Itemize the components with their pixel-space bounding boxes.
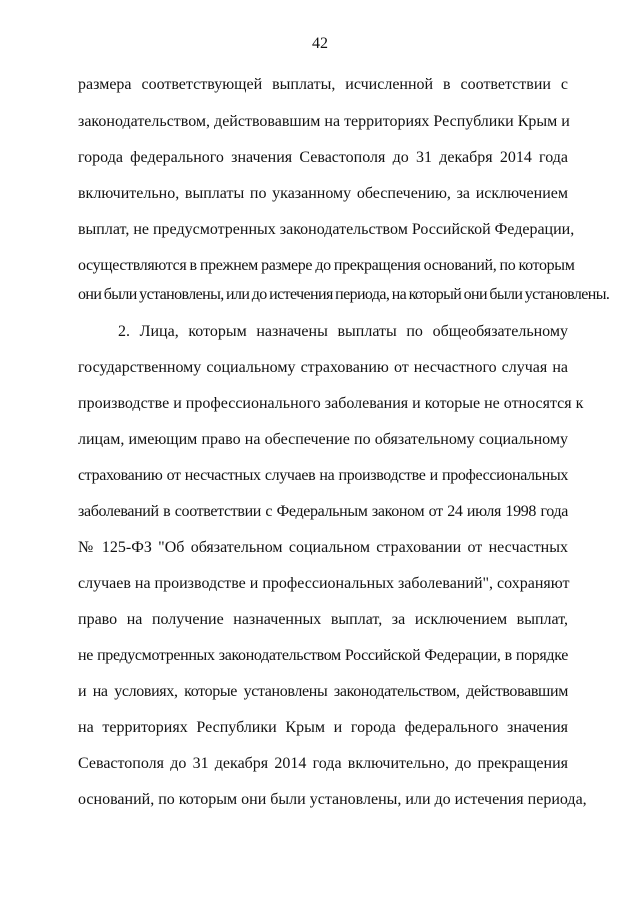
page-number: 42: [312, 35, 328, 52]
text-line: и на условиях, которые установлены законодательством, действовавшим: [78, 683, 568, 700]
text-line: производстве и профессионального заболевания и которые не относятся к: [78, 395, 584, 412]
text-line: Севастополя до 31 декабря 2014 года включительно, до прекращения: [78, 755, 568, 772]
text-line: не предусмотренных законодательством Российской Федерации, в порядке: [78, 647, 568, 664]
text-line: они были установлены, или до истечения периода, на который они были установлены.: [78, 286, 610, 303]
text-line: 2. Лица, которым назначены выплаты по общеобязательному: [118, 323, 568, 340]
text-line: случаев на производстве и профессиональных заболеваний", сохраняют: [78, 575, 570, 592]
text-line: государственному социальному страхованию от несчастного случая на: [78, 359, 568, 376]
text-line: № 125-ФЗ "Об обязательном социальном страховании от несчастных: [78, 539, 568, 556]
text-line: законодательством, действовавшим на территориях Республики Крым и: [78, 113, 570, 130]
text-line: размера соответствующей выплаты, исчисленной в соответствии с: [78, 76, 568, 93]
text-line: включительно, выплаты по указанному обеспечению, за исключением: [78, 185, 568, 202]
text-line: на территориях Республики Крым и города федерального значения: [78, 719, 568, 736]
text-line: лицам, имеющим право на обеспечение по обязательному социальному: [78, 431, 568, 448]
text-line: оснований, по которым они были установлены, или до истечения периода,: [78, 791, 587, 808]
text-line: право на получение назначенных выплат, за исключением выплат,: [78, 611, 568, 628]
text-line: выплат, не предусмотренных законодательством Российской Федерации,: [78, 221, 575, 238]
text-line: заболеваний в соответствии с Федеральным законом от 24 июля 1998 года: [78, 503, 568, 520]
text-line: страхованию от несчастных случаев на производстве и профессиональных: [78, 467, 568, 484]
text-line: осуществляются в прежнем размере до прекращения оснований, по которым: [78, 257, 575, 274]
text-line: города федерального значения Севастополя до 31 декабря 2014 года: [78, 149, 568, 166]
